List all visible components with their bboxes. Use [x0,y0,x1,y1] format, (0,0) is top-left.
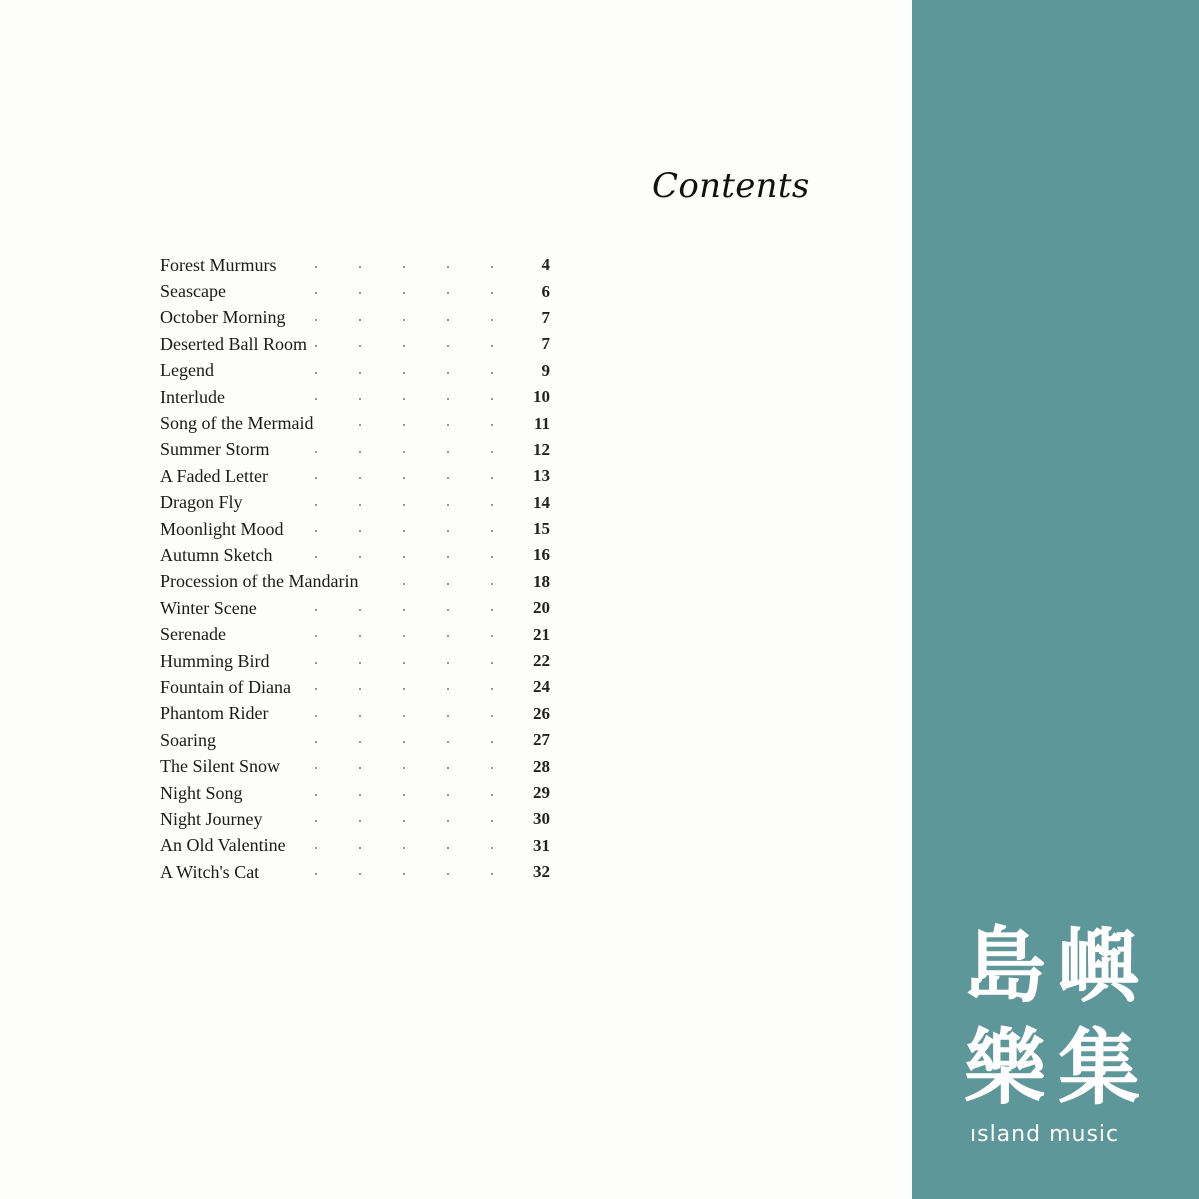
island-music-logo [958,920,1158,1160]
toc-entry-title: Procession of the Mandarin [160,571,364,592]
toc-entry-page: 10 [533,387,550,407]
leader-dot [403,741,405,743]
leader-dot [403,715,405,717]
leader-dot [359,477,361,479]
toc-entry [160,780,552,806]
leader-dot [447,477,449,479]
leader-dot [315,635,317,637]
toc-entry [160,305,552,331]
leader-dot [359,372,361,374]
leader-dot [447,266,449,268]
leader-dot [315,688,317,690]
leader-dot [359,504,361,506]
toc-entry-page: 30 [533,809,550,829]
leader-dot [447,873,449,875]
leader-dot [403,662,405,664]
leader-dot [315,372,317,374]
leader-dot [359,319,361,321]
toc-entry-page: 21 [533,624,550,644]
leader-dot [315,398,317,400]
leader-dot [447,319,449,321]
toc-entry [160,806,552,832]
toc-entry [160,252,552,278]
leader-dot [491,398,493,400]
leader-dot [403,504,405,506]
leader-dot [315,767,317,769]
toc-entry-title: Moonlight Mood [160,519,290,540]
toc-entry [160,278,552,304]
leader-dot [403,847,405,849]
leader-dot [491,847,493,849]
toc-entry [160,410,552,436]
leader-dot [359,530,361,532]
toc-entry-page: 4 [541,255,550,275]
leader-dot [447,398,449,400]
leader-dot [403,477,405,479]
logo-char-2: 嶼 [1058,919,1141,1014]
toc-entry-title: Interlude [160,387,231,408]
leader-dot [491,530,493,532]
toc-entry-title: Legend [160,360,220,381]
leader-dot [359,292,361,294]
logo-char-4: 集 [1058,1021,1141,1116]
toc-entry-page: 14 [533,492,550,512]
toc-entry-page: 16 [533,545,550,565]
leader-dot [403,319,405,321]
toc-entry [160,384,552,410]
toc-entry-title: Forest Murmurs [160,255,283,276]
toc-entry-title: Night Song [160,783,249,804]
leader-dot [403,556,405,558]
leader-dot [491,583,493,585]
leader-dot [359,424,361,426]
toc-entry-page: 29 [533,783,550,802]
toc-entry-title: Summer Storm [160,439,276,460]
leader-dot [359,451,361,453]
leader-dot [447,820,449,822]
leader-dot [403,794,405,796]
toc-entry-page: 9 [541,360,550,380]
logo-char-3: 樂 [964,1021,1047,1116]
toc-entry-title: An Old Valentine [160,835,292,856]
toc-entry-page: 22 [533,651,550,671]
leader-dot [447,847,449,849]
toc-entry-title: Fountain of Diana [160,677,297,698]
toc-entry [160,595,552,621]
leader-dot [315,451,317,453]
leader-dot [491,556,493,558]
toc-entry-title: Soaring [160,730,222,751]
leader-dot [315,319,317,321]
leader-dot [447,504,449,506]
toc-entry-title: Autumn Sketch [160,545,279,566]
leader-dot [403,688,405,690]
toc-entry [160,674,552,700]
leader-dot [403,767,405,769]
leader-dot [491,504,493,506]
toc-entry-title: Night Journey [160,809,269,830]
toc-entry-title: Deserted Ball Room [160,334,313,355]
leader-dot [491,372,493,374]
toc-entry-title: Dragon Fly [160,492,249,513]
leader-dot [491,741,493,743]
leader-dot [315,794,317,796]
leader-dot [315,556,317,558]
toc-entry-title: Humming Bird [160,651,276,672]
leader-dot [315,266,317,268]
leader-dot [447,451,449,453]
leader-dot [315,847,317,849]
leader-dot [447,688,449,690]
toc-entry-page: 12 [533,439,550,459]
toc-entry-title: October Morning [160,307,291,328]
leader-dot [403,609,405,611]
leader-dot [359,345,361,347]
table-of-contents [160,252,552,885]
contents-heading: Contents [652,166,810,206]
toc-entry-title: A Witch's Cat [160,862,265,883]
leader-dot [403,398,405,400]
leader-dot [491,266,493,268]
toc-entry [160,516,552,542]
toc-entry [160,727,552,753]
leader-dot [491,319,493,321]
toc-entry [160,701,552,727]
toc-entry-page: 28 [533,756,550,776]
toc-entry-page: 31 [533,835,550,855]
leader-dot [315,504,317,506]
toc-entry-page: 15 [533,519,550,539]
toc-entry [160,542,552,568]
leader-dot [491,424,493,426]
toc-entry-page: 27 [533,730,550,750]
leader-dot [491,688,493,690]
leader-dot [403,530,405,532]
toc-entry-title: Seascape [160,281,232,302]
toc-entry-page: 7 [541,334,550,354]
leader-dot [403,424,405,426]
leader-dot [315,345,317,347]
leader-dot [447,741,449,743]
toc-entry-page: 20 [533,598,550,618]
leader-dot [491,767,493,769]
logo-latin-text: ısland music [970,1122,1120,1147]
leader-dot [491,794,493,796]
leader-dot [315,292,317,294]
leader-dot [491,451,493,453]
toc-entry-page: 18 [533,571,550,591]
leader-dot [491,292,493,294]
leader-dot [447,583,449,585]
toc-entry-page: 24 [533,677,550,697]
leader-dot [403,372,405,374]
leader-dot [359,820,361,822]
leader-dot [403,451,405,453]
leader-dot [447,556,449,558]
leader-dot [315,530,317,532]
leader-dot [315,741,317,743]
leader-dot [447,345,449,347]
leader-dot [359,794,361,796]
leader-dot [359,741,361,743]
leader-dot [403,873,405,875]
leader-dot [491,477,493,479]
leader-dot [359,398,361,400]
toc-entry [160,331,552,357]
leader-dot [403,292,405,294]
toc-entry-page: 26 [533,703,550,723]
leader-dot [403,820,405,822]
toc-entry [160,490,552,516]
toc-entry [160,358,552,384]
leader-dot [491,715,493,717]
leader-dot [491,609,493,611]
leader-dot [359,767,361,769]
toc-entry [160,621,552,647]
leader-dot [359,556,361,558]
leader-dot [315,477,317,479]
leader-dot [447,635,449,637]
toc-entry-title: Song of the Mermaid [160,413,319,434]
toc-entry-title: The Silent Snow [160,756,286,777]
leader-dot [359,609,361,611]
leader-dot [359,662,361,664]
toc-entry [160,648,552,674]
leader-dot [403,583,405,585]
leader-dot [447,372,449,374]
leader-dot [491,820,493,822]
leader-dot [403,266,405,268]
toc-entry-page: 32 [533,862,550,882]
leader-dot [359,873,361,875]
leader-dot [315,873,317,875]
leader-dot [447,794,449,796]
leader-dot [491,873,493,875]
toc-entry [160,569,552,595]
leader-dot [403,345,405,347]
logo-char-1: 島 [964,919,1047,1014]
leader-dot [359,847,361,849]
toc-entry-page: 11 [533,413,550,433]
toc-entry-page: 6 [541,281,550,301]
leader-dot [315,715,317,717]
leader-dot [447,424,449,426]
toc-entry-title: Phantom Rider [160,703,275,724]
toc-entry-title: A Faded Letter [160,466,274,487]
toc-entry-page: 7 [541,307,550,327]
leader-dot [403,635,405,637]
leader-dot [315,609,317,611]
toc-entry [160,437,552,463]
leader-dot [447,715,449,717]
leader-dot [359,715,361,717]
leader-dot [315,662,317,664]
leader-dot [491,635,493,637]
toc-entry-page: 13 [533,466,550,486]
leader-dot [491,662,493,664]
leader-dot [491,345,493,347]
toc-entry [160,859,552,885]
leader-dot [359,635,361,637]
toc-entry [160,753,552,779]
leader-dot [359,266,361,268]
toc-entry [160,833,552,859]
leader-dot [447,292,449,294]
toc-entry-title: Serenade [160,624,232,645]
leader-dot [447,530,449,532]
toc-entry [160,463,552,489]
leader-dot [447,662,449,664]
leader-dot [315,820,317,822]
leader-dot [359,688,361,690]
leader-dot [447,767,449,769]
toc-entry-title: Winter Scene [160,598,263,619]
leader-dot [447,609,449,611]
